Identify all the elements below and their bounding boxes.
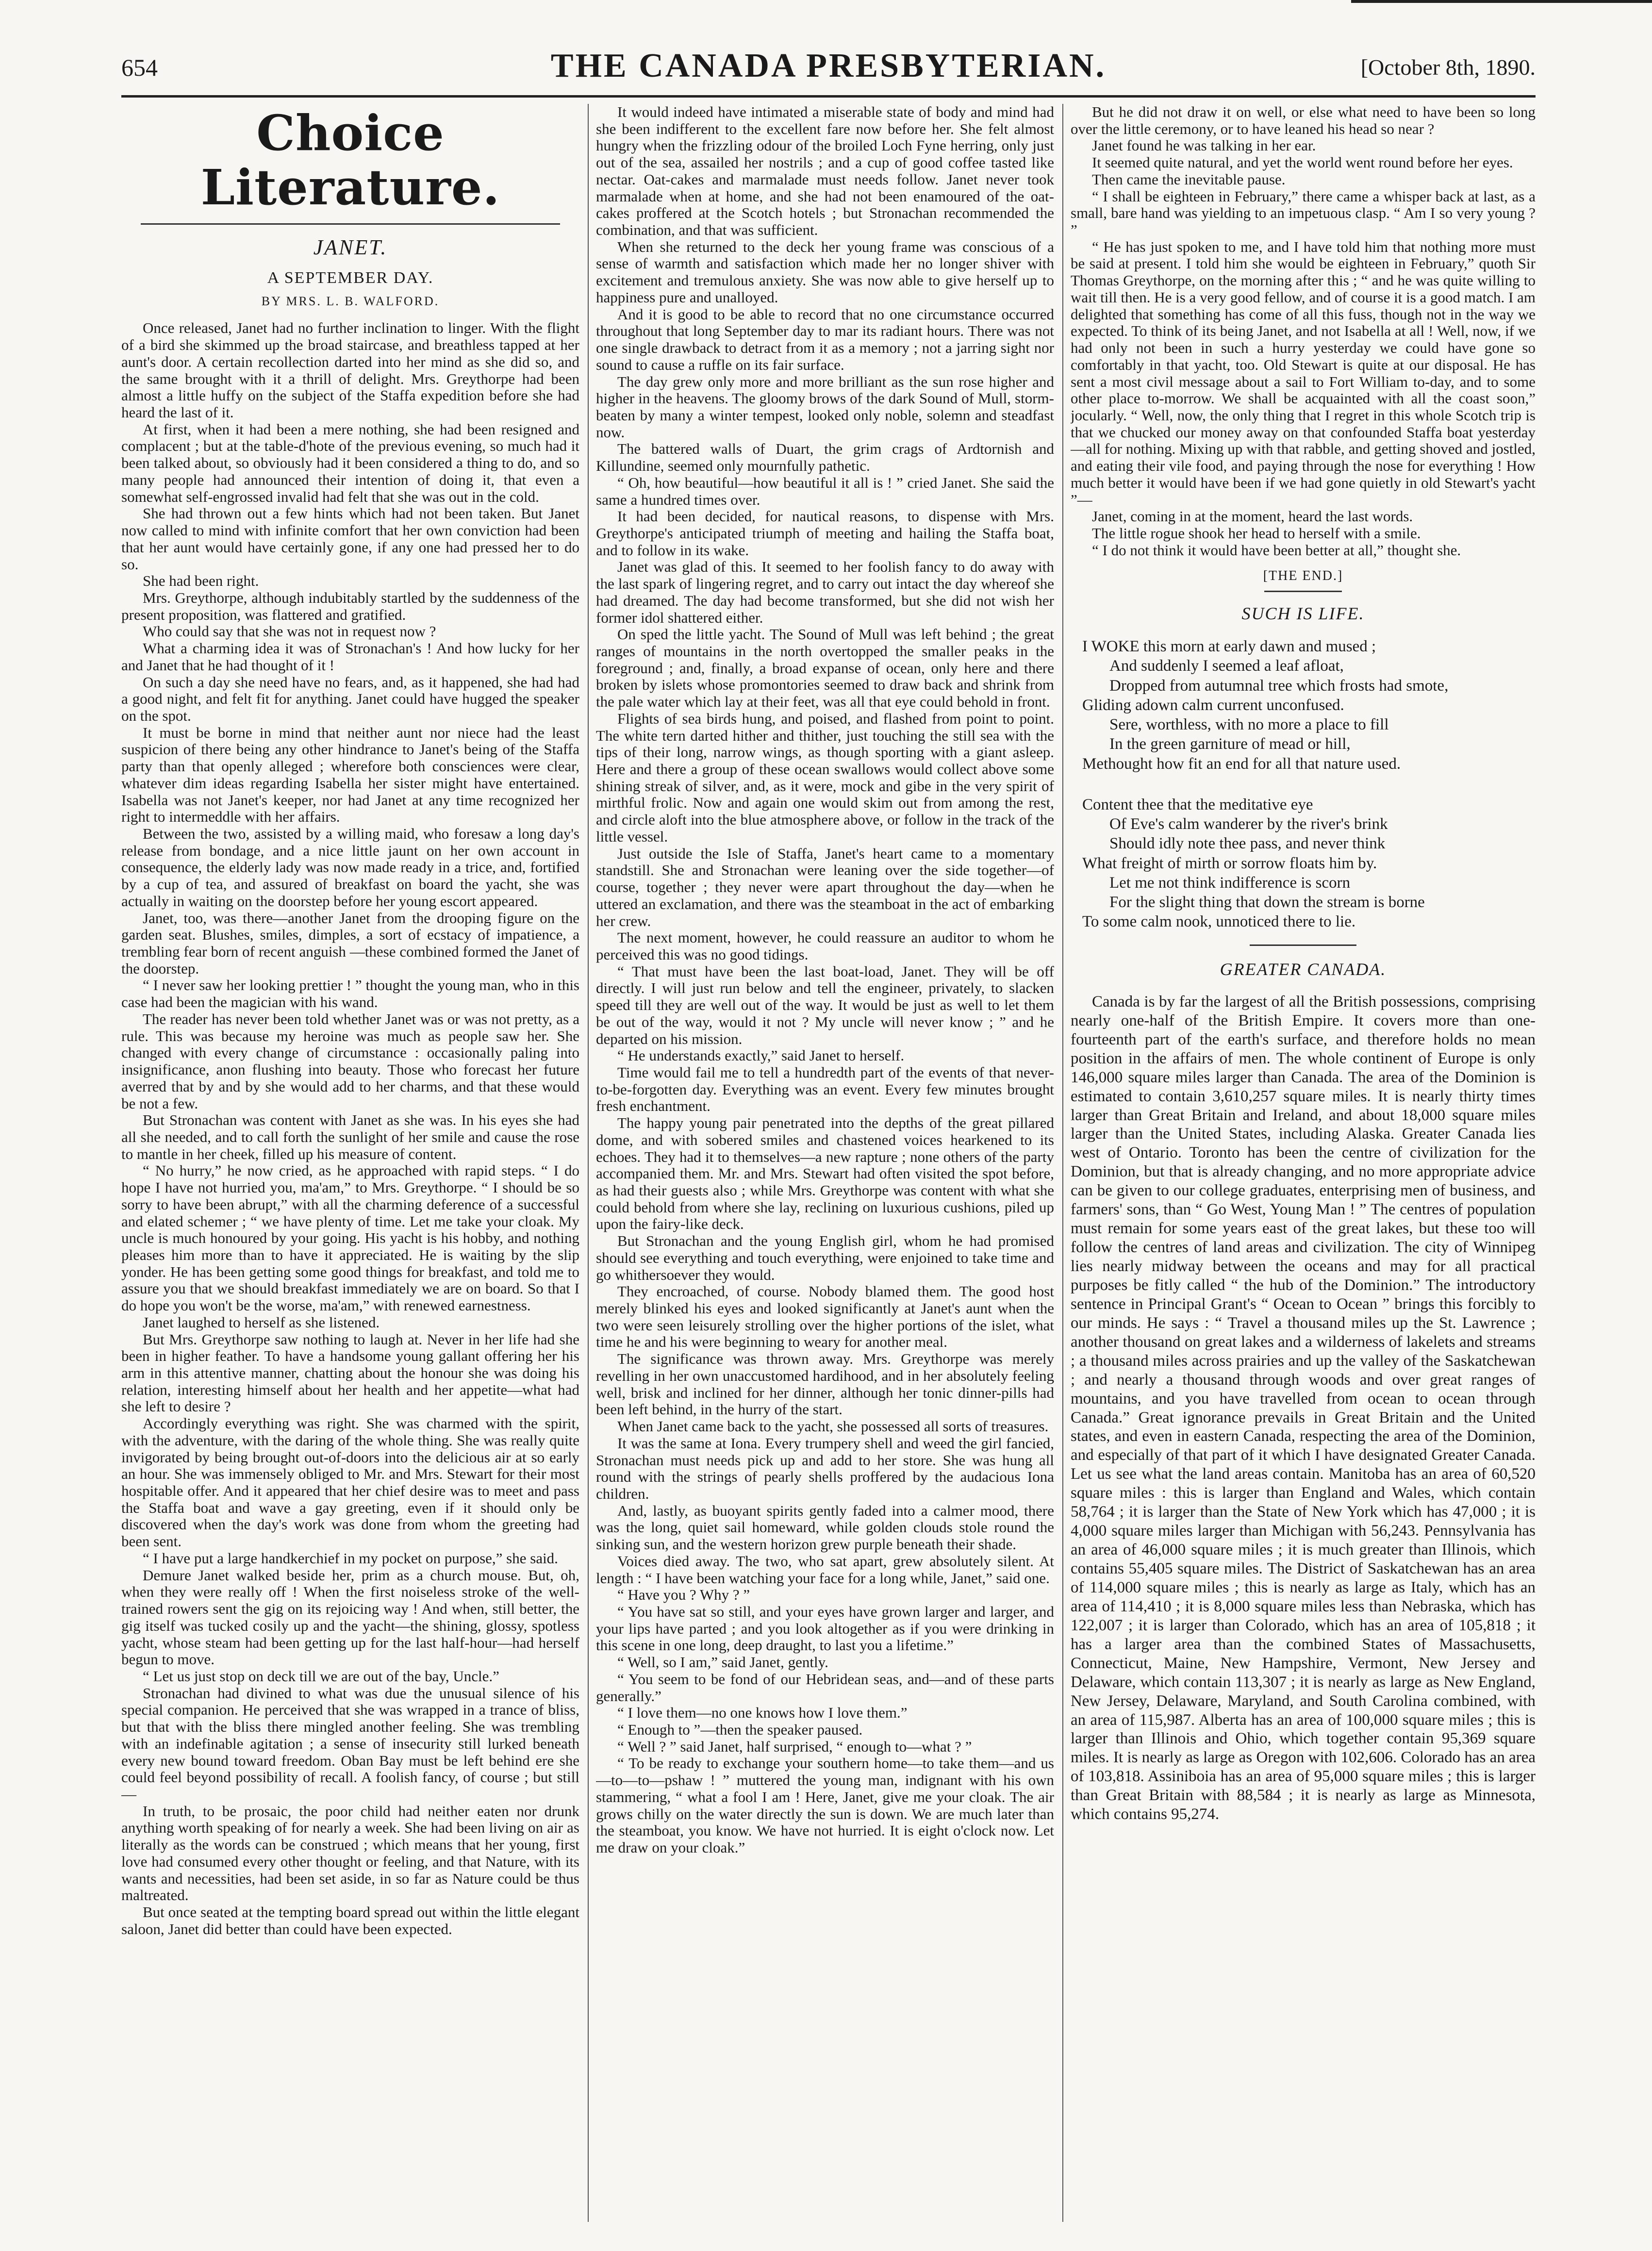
- column-divider: [588, 104, 589, 2222]
- section-title: Choice Literature.: [200, 104, 500, 216]
- paragraph: Just outside the Isle of Staffa, Janet's heart came to a momentary standstill. She and Stronachan were leaning over the side together—of course, together ; they never were apart throughout the day—when he uttered an exclamation, and there was the steamboat in the act of embarking her crew.: [596, 844, 1054, 929]
- paragraph: “ No hurry,” he now cried, as he approached with rapid steps. “ I do hope I have not hurried you, ma'am,” to Mrs. Greythorpe. “ I should be so sorry to have been abrupt,” with all the charming deference of a successful and elated schemer ; “ we have plenty of time. Let me take your cloak. My uncle is much honoured by your going. His yacht is his hobby, and nothing pleases him more than to have it appreciated. He is waiting by the slip yonder. He has been getting some good things for breakfast, and told me to assure you that we should breakfast immediately we are on board. So that I do hope you won't be the worse, ma'am,” with renewed earnestness.: [121, 1162, 579, 1314]
- paragraph: The happy young pair penetrated into the depths of the great pillared dome, and with sobered smiles and chastened voices hearkened to its echoes. They had it to themselves—a new rapture ; none others of the party accompanied them. Mr. and Mrs. Stewart had often visited the spot before, as had their guests also ; while Mrs. Greythorpe was content with what she could behold from where she lay, reclining on luxurious cushions, piled up upon the fairy-like deck.: [596, 1114, 1054, 1233]
- paragraph: Janet, coming in at the moment, heard the last words.: [1092, 508, 1413, 525]
- paragraph: Janet, too, was there—another Janet from the drooping figure on the garden seat. Blushes, smiles, dimples, a sort of ecstacy of impatience, a trembling fear born of recent anguish —these combined formed the Janet of the doorstep.: [121, 909, 579, 977]
- paragraph: The significance was thrown away. Mrs. Greythorpe was merely revelling in her own unaccustomed hardihood, and in her absolutely feeling well, brisk and inclined for her dinner, although her tonic dinner-pills had been left behind, in the hurry of the start.: [596, 1350, 1054, 1418]
- masthead: THE CANADA PRESBYTERIAN.: [550, 47, 1107, 84]
- paragraph: The little rogue shook her head to herself with a smile.: [1092, 524, 1421, 542]
- paragraph: It must be borne in mind that neither aunt nor niece had the least suspicion of there being any other hindrance to Janet's being of the Staffa party than that openly alleged ; wherefore both consciences were clear, whatever dim ideas regarding Isabella her sister might have entertained. Isabella was not Janet's keeper, nor had Janet at any time recognized her right to intermeddle with her affairs.: [121, 724, 579, 826]
- paragraph: Then came the inevitable pause.: [1092, 170, 1286, 188]
- poem-line: In the green garniture of mead or hill,: [1109, 735, 1351, 753]
- poem-line: I WOKE this morn at early dawn and mused ;: [1082, 638, 1376, 656]
- paragraph: “ Have you ? Why ? ”: [617, 1586, 750, 1604]
- page-number: 654: [121, 54, 158, 81]
- paragraph: Accordingly everything was right. She was charmed with the spirit, with the adventure, with the daring of the whole thing. She was really quite invigorated by being brought out-of-doors into the delicious air at so early an hour. She was immensely obliged to Mr. and Mrs. Stewart for their most hospitable offer. And it appeared that her chief desire was to meet and pass the Staffa boat and wave a gay greeting, even if it should only be discovered when the day's work was done from whom the greeting had been sent.: [121, 1415, 579, 1550]
- poem-line: Gliding adown calm current unconfused.: [1082, 696, 1344, 714]
- paragraph: But Mrs. Greythorpe saw nothing to laugh at. Never in her life had she been in higher feather. To have a handsome young gallant offering her his arm in this attentive manner, chatting about the honour she was doing his relation, interesting himself about her health and her appetite—what had she left to desire ?: [121, 1330, 579, 1415]
- column-right: [1071, 104, 1536, 2222]
- column-divider: [1062, 104, 1063, 2222]
- paragraph: Mrs. Greythorpe, although indubitably startled by the suddenness of the present proposition, was flattered and gratified.: [121, 589, 579, 623]
- paragraph: “ He understands exactly,” said Janet to herself.: [617, 1047, 905, 1064]
- article-title: GREATER CANADA.: [1220, 959, 1387, 979]
- paragraph: “ I have put a large handkerchief in my pocket on purpose,” she said.: [143, 1549, 558, 1567]
- paragraph: Flights of sea birds hung, and poised, and flashed from point to point. The white tern darted hither and thither, just touching the still sea with the tips of their long, narrow wings, as though sporting with a giant asleep. Here and there a group of these ocean swallows would collect above some shining streak of silver, and, as it were, mock and gibe in the very spirit of mirthful frolic. Now and again one would skim out from among the rest, and circle aloft into the blue atmosphere above, or follow in the track of the little vessel.: [596, 710, 1054, 845]
- paragraph: “ I do not think it would have been better at all,” thought she.: [1092, 541, 1461, 559]
- paragraph: The next moment, however, he could reassure an auditor to whom he perceived this was no good tidings.: [596, 929, 1054, 963]
- paragraph: What a charming idea it was of Stronachan's ! And how lucky for her and Janet that he had thought of it !: [121, 640, 579, 674]
- paragraph: On sped the little yacht. The Sound of Mull was left behind ; the great ranges of mountains in the north overtopped the smaller peaks in the foreground ; and, finally, a broad expanse of ocean, only here and there broken by islets whose promontories seemed to draw back and shrink from the pale water which lay at their feet, was all that eye could behold in front.: [596, 626, 1054, 711]
- paragraph: Demure Janet walked beside her, prim as a church mouse. But, oh, when they were really off ! When the first noiseless stroke of the well-trained rowers sent the gig on its rejoicing way ! And when, still better, the gig itself was tucked cosily up and the yacht—the shining, glossy, spotless yacht, whose steam had been getting up for the last half-hour—had herself begun to move.: [121, 1566, 579, 1668]
- poem-line: And suddenly I seemed a leaf afloat,: [1109, 657, 1344, 675]
- paragraph: Who could say that she was not in request now ?: [143, 623, 436, 640]
- paragraph: It had been decided, for nautical reasons, to dispense with Mrs. Greythorpe's anticipated triumph of meeting and hailing the Staffa boat, and to follow in its wake.: [596, 508, 1054, 559]
- paragraph: But Stronachan and the young English girl, whom he had promised should see everything and touch everything, were enjoined to take time and go whithersoever they would.: [596, 1232, 1054, 1283]
- paragraph: “ You have sat so still, and your eyes have grown larger and larger, and your lips have parted ; and you look altogether as if you were drinking in this scene in one long, deep draught, to last you a lifetime.”: [596, 1603, 1054, 1654]
- paragraph: “ You seem to be fond of our Hebridean seas, and—and of these parts generally.”: [596, 1670, 1054, 1705]
- story-body-continued: [596, 104, 1054, 1856]
- story-body: [121, 320, 579, 1937]
- paragraph: But he did not draw it on well, or else what need to have been so long over the little ceremony, or to have leaned his head so near ?: [1071, 104, 1536, 137]
- paragraph: Voices died away. The two, who sat apart, grew absolutely silent. At length : “ I have been watching your face for a long while, Janet,” said one.: [596, 1552, 1054, 1587]
- paragraph: It was the same at Iona. Every trumpery shell and weed the girl fancied, Stronachan must needs pick up and add to her store. She was hung all round with the strings of pearly shells proffered by the audacious Iona children.: [596, 1434, 1054, 1502]
- paragraph: “ I shall be eighteen in February,” there came a whisper back at last, as a small, bare hand was yielding to an impetuous clasp. “ Am I so very young ? ”: [1071, 187, 1536, 239]
- poem-stanza: [1082, 795, 1536, 932]
- byline: BY MRS. L. B. WALFORD.: [261, 294, 440, 309]
- paragraph: The reader has never been told whether Janet was or was not pretty, as a rule. This was because my heroine was much as people saw her. She changed with every change of circumstance : occasionally paling into insignificance, anon flushing into beauty. Those who forecast her future averred that by and by she would add to her charms, and that these would be not a few.: [121, 1010, 579, 1112]
- poem-line: Should idly note thee pass, and never think: [1109, 835, 1386, 853]
- header-rule: [121, 95, 1536, 98]
- paragraph: But Stronachan was content with Janet as she was. In his eyes she had all she needed, and to call forth the sunlight of her smile and cause the rose to mantle in her cheek, filled up his measure of content.: [121, 1111, 579, 1162]
- paragraph: “ Enough to ”—then the speaker paused.: [617, 1721, 863, 1738]
- poem-line: Of Eve's calm wanderer by the river's brink: [1109, 815, 1388, 833]
- poem-line: Content thee that the meditative eye: [1082, 795, 1313, 813]
- paragraph: When Janet came back to the yacht, she possessed all sorts of treasures.: [617, 1418, 1049, 1435]
- page-header: [121, 47, 1536, 100]
- poem-line: Methought how fit an end for all that nature used.: [1082, 755, 1401, 773]
- paragraph: “ To be ready to exchange your southern home—to take them—and us—to—to—pshaw ! ” muttered the young man, indignant with his own stammering, “ what a fool I am ! Here, Janet, give me your cloak. The air grows chilly on the water directly the sun is down. We are much later than the steamboat, you know. We have not hurried. It is eight o'clock now. Let me draw on your cloak.”: [596, 1754, 1054, 1856]
- poem-title: SUCH IS LIFE.: [1241, 603, 1365, 623]
- story-title: JANET.: [313, 235, 388, 259]
- paragraph: She had thrown out a few hints which had not been taken. But Janet now called to mind with infinite comfort that her own conviction had been that her aunt would have certainly gone, if any one had pressed her to do so.: [121, 505, 579, 573]
- paragraph: They encroached, of course. Nobody blamed them. The good host merely blinked his eyes and looked significantly at Janet's aunt when the two were seen leisurely strolling over the higher portions of the islet, what time he and his were beginning to weary for another meal.: [596, 1283, 1054, 1351]
- paragraph: “ Well ? ” said Janet, half surprised, “ enough to—what ? ”: [617, 1738, 972, 1755]
- column-left: [121, 104, 579, 2222]
- section-rule: [141, 223, 560, 225]
- paragraph: “ He has just spoken to me, and I have told him that nothing more must be said at present. I told him she would be eighteen in February,” quoth Sir Thomas Greythorpe, on the morning after this ; “ and he was quite willing to wait till then. He is a very good fellow, and of course it is a good match. I am delighted that something has come of all this fuss, though not in the way we expected. To think of its being Janet, and not Isabella at all ! Well, now, if we had only not been in such a hurry yesterday we could have gone so comfortably in that yacht, too. Old Stewart is quite at our disposal. He has sent a most civil message about a sail to Fort William to-day, and to some other place to-morrow. We shall be acquainted with all the coast soon,” jocularly. “ Well, now, the only thing that I regret in this whole Scotch trip is that we chucked our money away on that confounded Staffa boat yesterday—all for nothing. Mixing up with that rabble, and getting shoved and jostled, and eating their vile food, and paying through the nose for everything ! How much better it would have been if we had gone quietly in old Stewart's yacht ”—: [1071, 238, 1536, 508]
- poem-stanza: [1082, 637, 1536, 774]
- paragraph: In truth, to be prosaic, the poor child had neither eaten nor drunk anything worth speaking of for nearly a week. She had been living on air as literally as the words can be construed ; which means that her young, first love had consumed every other thought or feeling, and that Nature, with its wants and necessities, had been set aside, in so far as Nature could be thus maltreated.: [121, 1802, 579, 1904]
- paragraph: “ Well, so I am,” said Janet, gently.: [617, 1654, 828, 1671]
- issue-date: [October 8th, 1890.: [1360, 55, 1536, 80]
- paragraph: Between the two, assisted by a willing maid, who foresaw a long day's release from bondage, and a nice little jaunt on her own account in consequence, the elderly lady was now made ready in a trice, and, fortified by a cup of tea, and assured of breakfast on board the yacht, she was actually in waiting on the doorstep before her young escort appeared.: [121, 825, 579, 910]
- story-subtitle: A SEPTEMBER DAY.: [267, 269, 434, 287]
- paragraph: Stronachan had divined to what was due the unusual silence of his special companion. He perceived that she was wrapped in a trance of bliss, but that with the bliss there mingled another feeling. She was trembling with an indefinable agitation ; a sense of insecurity still lurked beneath every new bound toward freedom. Oban Bay must be left behind ere she could feel beyond possibility of recall. A foolish fancy, of course ; but still—: [121, 1684, 579, 1803]
- end-mark: [THE END.]: [1263, 568, 1343, 584]
- poem-line: For the slight thing that down the stream is borne: [1109, 894, 1425, 911]
- poem-line: Sere, worthless, with no more a place to fill: [1109, 716, 1389, 734]
- paragraph: Once released, Janet had no further inclination to linger. With the flight of a bird she skimmed up the broad staircase, and breathless tapped at her aunt's door. A certain recollection darted into her mind as she did so, and the same brought with it a thrill of delight. Mrs. Greythorpe had been almost a little huffy on the subject of the Staffa expedition before she had heard the last of it.: [121, 319, 579, 421]
- paragraph: Janet laughed to herself as she listened.: [143, 1313, 380, 1331]
- paragraph: Time would fail me to tell a hundredth part of the events of that never-to-be-forgotten day. Everything was an event. Every few minutes brought fresh enchantment.: [596, 1063, 1054, 1115]
- story-conclusion: [1071, 104, 1536, 559]
- paragraph: The day grew only more and more brilliant as the sun rose higher and higher in the heavens. The gloomy brows of the dark Sound of Mull, storm-beaten by many a winter tempest, looked only noble, solemn and steadfast now.: [596, 373, 1054, 441]
- paragraph: The battered walls of Duart, the grim crags of Ardtornish and Killundine, seemed only mournfully pathetic.: [596, 440, 1054, 475]
- paragraph: “ I love them—no one knows how I love them.”: [617, 1704, 908, 1721]
- paragraph: And, lastly, as buoyant spirits gently faded into a calmer mood, there was the long, quiet sail homeward, while golden clouds stole round the sinking sun, and the western horizon grew purple beneath their shade.: [596, 1502, 1054, 1553]
- paragraph: It seemed quite natural, and yet the world went round before her eyes.: [1092, 154, 1513, 171]
- poem: [1082, 637, 1536, 932]
- paragraph: Canada is by far the largest of all the British possessions, comprising nearly one-half of the British Empire. It covers more than one-fourteenth part of the earth's surface, and therefore holds no mean position in the affairs of men. The whole continent of Europe is only 146,000 square miles larger than Canada. The area of the Dominion is estimated to contain 3,610,257 square miles. It is nearly thirty times larger than Great Britain and Ireland, and about 18,000 square miles larger than the United States, including Alaska. Greater Canada lies west of Ontario. Toronto has been the centre of civilization for the Dominion, but that is already changing, and no more appropriate advice can be given to our college graduates, enterprising men of business, and farmers' sons, than “ Go West, Young Man ! ” The centres of population must remain for some years east of the great lakes, but these too will follow the centres of land areas and civilization. The city of Winnipeg lies nearly midway between the oceans and may for all practical purposes be fitly called “ the hub of the Dominion.” The introductory sentence in Principal Grant's “ Ocean to Ocean ” brings this forcibly to our minds. He says : “ Travel a thousand miles up the St. Lawrence ; another thousand on great lakes and a wilderness of lakelets and streams ; a thousand miles across prairies and up the valley of the Saskatchewan ; and nearly a thousand through woods and over great ranges of mountains, and you have travelled from ocean to ocean through Canada.” Great ignorance prevails in Great Britain and the United states, and even in eastern Canada, respecting the area of the Dominion, and especially of that part of it which I have designated Greater Canada. Let us see what the land areas contain. Manitoba has an area of 60,520 square miles : this is larger than England and Wales, which contain 58,764 ; it is larger than the State of New York which has 47,000 ; it is 4,000 square miles larger than Michigan with 56,243. Pennsylvania has an area of 46,000 square miles ; it is much greater than Illinois, which contains 55,405 square miles. The District of Saskatchewan has an area of 114,000 square miles ; this is nearly as large as Italy, which has an area of 114,410 ; it is 8,000 square miles less than Nebraska, which has 122,007 ; it is larger than Colorado, which has an area of 105,818 ; it has a larger area than the combined States of Massachusetts, Connecticut, Maine, New Hampshire, Vermont, New Jersey and Delaware, which contain 113,307 ; it is nearly as large as New England, New Jersey, Delaware, Maryland, and South Carolina combined, with an area of 115,987. Alberta has an area of 100,000 square miles ; this is larger than Illinois and Ohio, which together contain 95,369 square miles. It is nearly as large as Oregon with 102,606. Colorado has an area of 103,818. Assiniboia has an area of 95,000 square miles ; this is larger than Great Britain with 88,584 ; it is nearly as large as Minnesota, which contains 95,274.: [1071, 993, 1536, 1823]
- column-middle: [596, 104, 1054, 2222]
- paragraph: But once seated at the tempting board spread out within the little elegant saloon, Janet did better than could have been expected.: [121, 1903, 579, 1937]
- paragraph: Janet found he was talking in her ear.: [1092, 137, 1316, 154]
- poem-line: Let me not think indifference is scorn: [1109, 874, 1351, 892]
- paragraph: At first, when it had been a mere nothing, she had been resigned and complacent ; but at the table-d'hote of the previous evening, so much had it been talked about, so obviously had it been considered a thing to do, and so many people had announced their intention of doing it, that even a somewhat self-engrossed invalid had felt that she was out in the cold.: [121, 420, 579, 505]
- paragraph: “ Let us just stop on deck till we are out of the bay, Uncle.”: [143, 1667, 499, 1685]
- paragraph: Janet was glad of this. It seemed to her foolish fancy to do away with the last spark of lingering regret, and to carry out intact the day whereof she had dreamed. The day had become transformed, but she did not wish her former idol shattered either.: [596, 558, 1054, 626]
- article-body: [1071, 993, 1536, 1824]
- paragraph: On such a day she need have no fears, and, as it happened, she had had a good night, and felt fit for anything. Janet could have hugged the speaker on the spot.: [121, 673, 579, 724]
- divider: [1264, 591, 1342, 592]
- poem-line: Dropped from autumnal tree which frosts had smote,: [1109, 677, 1449, 695]
- paragraph: “ Oh, how beautiful—how beautiful it all is ! ” cried Janet. She said the same a hundred times over.: [596, 474, 1054, 508]
- paragraph: It would indeed have intimated a miserable state of body and mind had she been indifferent to the excellent fare now before her. She felt almost hungry when the frizzling odour of the broiled Loch Fyne herring, only just out of the sea, assailed her nostrils ; and a cup of good coffee tasted like nectar. Oat-cakes and marmalade must needs follow. Janet never took marmalade when at home, and she had not been enamoured of the oat-cakes proffered at the Scotch hotels ; but Stronachan recommended the combination, and that was sufficient.: [596, 104, 1054, 239]
- paragraph: She had been right.: [143, 572, 259, 590]
- corner-rule: [1351, 0, 1652, 3]
- paragraph: “ I never saw her looking prettier ! ” thought the young man, who in this case had been the magician with his wand.: [121, 977, 579, 1011]
- divider: [1250, 944, 1356, 946]
- poem-line: What freight of mirth or sorrow floats him by.: [1082, 854, 1377, 872]
- paragraph: When she returned to the deck her young frame was conscious of a sense of warmth and satisfaction which made her no longer shiver with excitement and tremulous anxiety. She was now able to give herself up to happiness pure and unalloyed.: [596, 238, 1054, 306]
- paragraph: And it is good to be able to record that no one circumstance occurred throughout that long September day to mar its radiant hours. There was not one single drawback to detract from it as a memory ; not a jarring sight nor sound to cause a ruffle on its fair surface.: [596, 305, 1054, 373]
- paragraph: “ That must have been the last boat-load, Janet. They will be off directly. I will just run below and tell the engineer, privately, to slacken speed till they are well out of the way. It would be just as well to let them be out of the way, would it not ? My uncle will never know ; ” and he departed on his mission.: [596, 962, 1054, 1047]
- poem-line: To some calm nook, unnoticed there to lie.: [1082, 913, 1356, 931]
